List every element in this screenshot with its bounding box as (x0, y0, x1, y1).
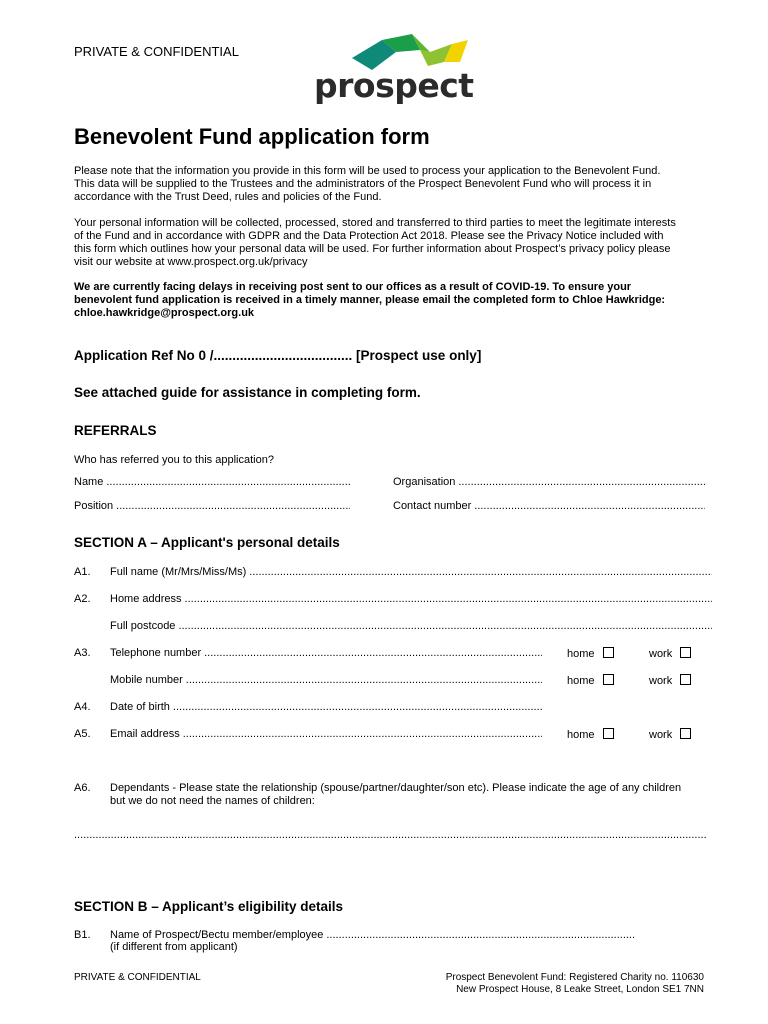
referral-name-label: Name (74, 476, 104, 488)
mobile-work-option[interactable] (649, 674, 691, 688)
telephone-field[interactable] (110, 647, 542, 660)
home-address-label: Home address (110, 593, 182, 605)
referral-organisation-label: Organisation (393, 476, 456, 488)
covid-notice (74, 281, 724, 320)
a3-number: A3. (74, 647, 91, 659)
section-a-heading: SECTION A – Applicant's personal details (74, 535, 340, 550)
work-label: work (649, 675, 673, 687)
referrals-question: Who has referred you to this application? (74, 454, 274, 466)
dependants-instructions (110, 782, 720, 808)
home-address-field[interactable] (110, 593, 712, 606)
referral-position-field[interactable] (74, 500, 350, 513)
member-name-sublabel: (if different from applicant) (110, 941, 238, 953)
mobile-field[interactable] (110, 674, 542, 687)
a2-number: A2. (74, 593, 91, 605)
dependants-line: but we do not need the names of children: (110, 795, 315, 807)
telephone-work-option[interactable] (649, 647, 691, 661)
section-b-heading: SECTION B – Applicant’s eligibility details (74, 899, 344, 914)
member-name-label: Name of Prospect/Bectu member/employee (110, 929, 324, 941)
intro-paragraph-1 (74, 165, 724, 204)
telephone-work-checkbox[interactable] (680, 647, 691, 658)
notice-line: We are currently facing delays in receiving post sent to our offices as a result of COVID-19. To ensure your (74, 281, 632, 293)
email-home-option[interactable] (567, 728, 614, 742)
referral-contact-field[interactable] (393, 500, 705, 513)
referral-organisation-field[interactable] (393, 476, 705, 489)
telephone-home-option[interactable] (567, 647, 614, 661)
referrals-heading: REFERRALS (74, 423, 157, 438)
home-label: home (567, 729, 595, 741)
intro-line: This data will be supplied to the Trustees and the administrators of the Prospect Benevolent Fund who will process it in (74, 178, 652, 190)
mobile-work-checkbox[interactable] (680, 674, 691, 685)
email-label: Email address (110, 728, 180, 740)
home-label: home (567, 648, 595, 660)
full-name-label: Full name (Mr/Mrs/Miss/Ms) (110, 566, 247, 578)
footer-confidential: PRIVATE & CONFIDENTIAL (74, 972, 201, 983)
mobile-label: Mobile number (110, 674, 183, 686)
application-ref: Application Ref No 0 /..................................... [Prospect use only] (74, 348, 482, 363)
intro-line: this form which outlines how your personal data will be used. For further information about Prospect’s privacy policy please (74, 243, 671, 255)
a1-number: A1. (74, 566, 91, 578)
telephone-label: Telephone number (110, 647, 202, 659)
referral-contact-label: Contact number (393, 500, 472, 512)
dependants-field[interactable] (74, 829, 706, 842)
intro-line: visit our website at www.prospect.org.uk/privacy (74, 256, 308, 268)
b1-number: B1. (74, 929, 91, 941)
home-label: home (567, 675, 595, 687)
work-label: work (649, 729, 673, 741)
intro-paragraph-2 (74, 217, 724, 269)
footer-charity-info (404, 972, 704, 996)
referral-position-label: Position (74, 500, 114, 512)
email-work-checkbox[interactable] (680, 728, 691, 739)
postcode-label: Full postcode (110, 620, 176, 632)
prospect-logo (312, 32, 477, 112)
mobile-home-option[interactable] (567, 674, 614, 688)
mobile-home-checkbox[interactable] (603, 674, 614, 685)
logo-text: prospect (314, 66, 474, 105)
date-of-birth-label: Date of birth (110, 701, 170, 713)
footer-line: New Prospect House, 8 Leake Street, London SE1 7NN (456, 984, 704, 995)
full-name-field[interactable] (110, 566, 712, 579)
email-field[interactable] (110, 728, 542, 741)
date-of-birth-field[interactable] (110, 701, 542, 714)
dependants-line: Dependants - Please state the relationship (spouse/partner/daughter/son etc). Please indicate the age of any children (110, 782, 682, 794)
email-home-checkbox[interactable] (603, 728, 614, 739)
a6-number: A6. (74, 782, 91, 794)
footer-line: Prospect Benevolent Fund: Registered Charity no. 110630 (445, 972, 704, 983)
work-label: work (649, 648, 673, 660)
notice-line: benevolent fund application is received in a timely manner, please email the completed form to Chloe Hawkridge: (74, 294, 666, 306)
confidential-label: PRIVATE & CONFIDENTIAL (74, 44, 239, 59)
page-title: Benevolent Fund application form (74, 124, 430, 149)
a4-number: A4. (74, 701, 91, 713)
telephone-home-checkbox[interactable] (603, 647, 614, 658)
postcode-field[interactable] (110, 620, 712, 633)
referral-name-field[interactable] (74, 476, 350, 489)
intro-line: Please note that the information you provide in this form will be used to process your application to the Benevolent Fund. (74, 165, 661, 177)
a5-number: A5. (74, 728, 91, 740)
intro-line: of the Fund and in accordance with GDPR and the Data Protection Act 2018. Please see the Privacy Notice included with (74, 230, 664, 242)
guide-note: See attached guide for assistance in completing form. (74, 385, 421, 400)
intro-line: accordance with the Trust Deed, rules and policies of the Fund. (74, 191, 382, 203)
notice-line: chloe.hawkridge@prospect.org.uk (74, 307, 255, 319)
intro-line: Your personal information will be collected, processed, stored and transferred to third parties to meet the legitimate interests (74, 217, 676, 229)
email-work-option[interactable] (649, 728, 691, 742)
